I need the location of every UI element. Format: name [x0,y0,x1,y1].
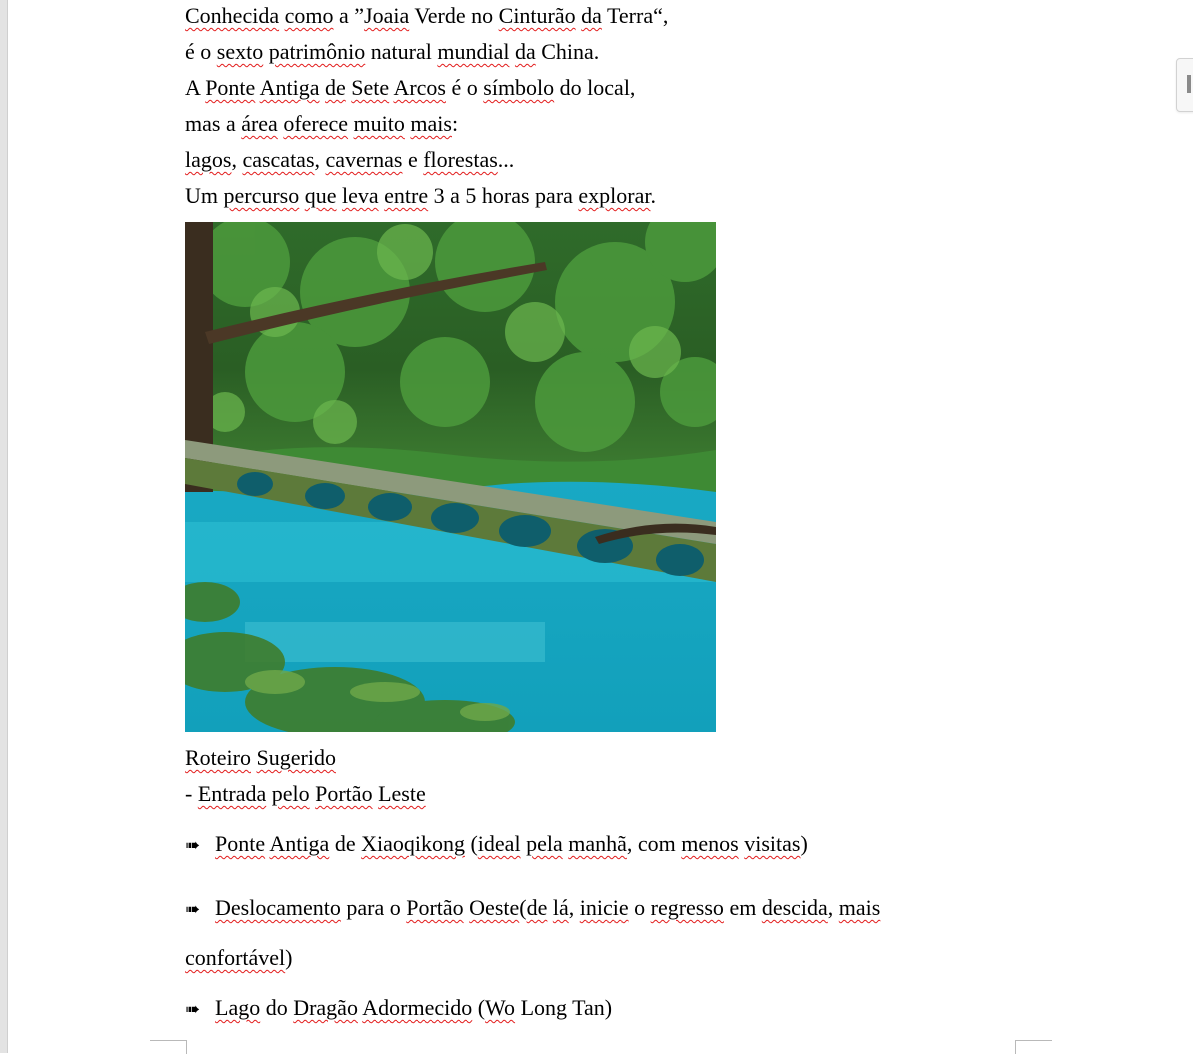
spellcheck-flagged-word[interactable]: visitas [744,831,801,856]
intro-line [185,36,955,72]
spellcheck-flagged-word[interactable]: percurso [223,183,300,208]
spellcheck-flagged-word[interactable]: Portão [315,781,373,806]
text-run: para o [340,895,407,920]
text-run: - [185,781,198,806]
text-run: a ” [333,3,365,28]
spellcheck-flagged-word[interactable]: lá [552,895,569,920]
text-run: do local, [554,75,636,100]
document-page [185,0,955,1026]
list-item [185,992,955,1026]
intro-line [185,144,955,180]
list-item-continuation [185,942,955,974]
spellcheck-flagged-word[interactable]: explorar [578,183,651,208]
text-run: , [231,147,243,172]
text-run: 3 a 5 horas para [428,183,579,208]
text-run: ( [472,995,486,1020]
arrow-bullet-icon: ➠ [185,999,201,1020]
text-run: ... [497,147,515,172]
text-run: . [650,183,657,208]
spellcheck-flagged-word[interactable]: pela [526,831,563,856]
text-run: ( [519,895,527,920]
spellcheck-flagged-word[interactable]: Lago [215,995,261,1020]
text-run: ( [464,831,478,856]
text-run: China. [535,39,600,64]
text-run: Verde no [409,3,499,28]
spellcheck-flagged-word[interactable]: oferece [283,111,349,136]
text-run: e [402,147,424,172]
spellcheck-flagged-word[interactable]: como [284,3,334,28]
spellcheck-flagged-word[interactable]: Roteiro [185,745,251,770]
spellcheck-flagged-word[interactable]: Ponte [215,831,266,856]
list-item-text [215,831,808,856]
spellcheck-flagged-word[interactable]: Sugerido [256,745,336,770]
list-item [185,828,955,862]
spellcheck-flagged-word[interactable]: Portão [406,895,464,920]
spellcheck-flagged-word[interactable]: da [514,39,536,64]
spellcheck-flagged-word[interactable]: Xiaoqikong [361,831,465,856]
spellcheck-flagged-word[interactable]: Wo [485,995,516,1020]
spellcheck-flagged-word[interactable]: Dragão [293,995,358,1020]
spellcheck-flagged-word[interactable]: área [241,111,278,136]
text-run: o [628,895,651,920]
spellcheck-flagged-word[interactable]: inicie [579,895,629,920]
spellcheck-flagged-word[interactable]: ideal [477,831,521,856]
spellcheck-flagged-word[interactable]: sexto [216,39,264,64]
spellcheck-flagged-word[interactable]: Arcos [393,75,446,100]
spellcheck-flagged-word[interactable]: que [304,183,337,208]
spellcheck-flagged-word[interactable]: Adormecido [362,995,473,1020]
spellcheck-flagged-word[interactable]: leva [342,183,379,208]
text-run: Terra“, [601,3,669,28]
text-run: mas a [185,111,242,136]
window-left-edge [0,0,8,1053]
spellcheck-flagged-word[interactable]: símbolo [483,75,555,100]
spellcheck-flagged-word[interactable]: Oeste [469,895,520,920]
spellcheck-flagged-word[interactable]: regresso [650,895,724,920]
text-run: é o [185,39,217,64]
spellcheck-flagged-word[interactable]: cavernas [325,147,403,172]
intro-line [185,0,955,36]
spellcheck-flagged-word[interactable]: florestas [423,147,498,172]
spellcheck-flagged-word[interactable]: Entrada [197,781,267,806]
spellcheck-flagged-word[interactable]: manhã [568,831,627,856]
itinerary-heading [185,742,955,778]
spellcheck-flagged-word[interactable]: Ponte [205,75,256,100]
arrow-bullet-icon: ➠ [185,835,201,856]
page-corner-mark-left [150,1040,187,1054]
spellcheck-flagged-word[interactable]: entre [384,183,429,208]
itinerary-entrance [185,778,955,814]
text-run: ) [800,831,808,856]
spellcheck-flagged-word[interactable]: mais [838,895,881,920]
text-run: , [314,147,326,172]
spellcheck-flagged-word[interactable]: Cinturão [498,3,576,28]
text-run: ) [285,945,293,970]
spellcheck-flagged-word[interactable]: Conhecida [185,3,280,28]
text-run: A [185,75,206,100]
text-run: , com [626,831,682,856]
spellcheck-flagged-word[interactable]: pelo [271,781,310,806]
spellcheck-flagged-word[interactable]: Leste [378,781,426,806]
spellcheck-flagged-word[interactable]: lagos [185,147,232,172]
embedded-photo[interactable] [185,222,716,732]
spellcheck-flagged-word[interactable]: mundial [437,39,510,64]
text-run: Um [185,183,224,208]
spellcheck-flagged-word[interactable]: descida [761,895,828,920]
spellcheck-flagged-word[interactable]: Antiga [259,75,320,100]
spellcheck-flagged-word[interactable]: da [581,3,602,28]
spellcheck-flagged-word[interactable]: Joaia [364,3,410,28]
intro-paragraph [185,0,955,216]
spellcheck-flagged-word[interactable]: cascatas [242,147,315,172]
text-run: natural [365,39,438,64]
spellcheck-flagged-word[interactable]: Sete [351,75,390,100]
list-item-text [215,895,880,920]
text-run: de [329,831,362,856]
spellcheck-flagged-word[interactable]: muito [353,111,405,136]
spellcheck-flagged-word[interactable]: Deslocamento [215,895,341,920]
list-item-text [215,995,612,1020]
text-run: Long Tan) [515,995,613,1020]
arrow-bullet-icon: ➠ [185,899,201,920]
text-run: em [723,895,762,920]
spellcheck-flagged-word[interactable]: de [325,75,346,100]
spellcheck-flagged-word[interactable]: mais [410,111,452,136]
text-run: do [260,995,294,1020]
text-run: , [568,895,580,920]
spellcheck-flagged-word[interactable]: Antiga [269,831,330,856]
spellcheck-flagged-word[interactable]: confortável [185,945,286,970]
text-run: : [451,111,459,136]
spellcheck-flagged-word[interactable]: menos [681,831,739,856]
intro-line [185,108,955,144]
intro-line [185,72,955,108]
intro-line [185,180,955,216]
side-panel-toggle[interactable] [1176,58,1193,112]
page-corner-mark-right [1015,1040,1052,1054]
spellcheck-flagged-word[interactable]: de [526,895,548,920]
list-item [185,892,955,926]
text-run: , [827,895,839,920]
spellcheck-flagged-word[interactable]: patrimônio [268,39,366,64]
text-run: é o [446,75,484,100]
